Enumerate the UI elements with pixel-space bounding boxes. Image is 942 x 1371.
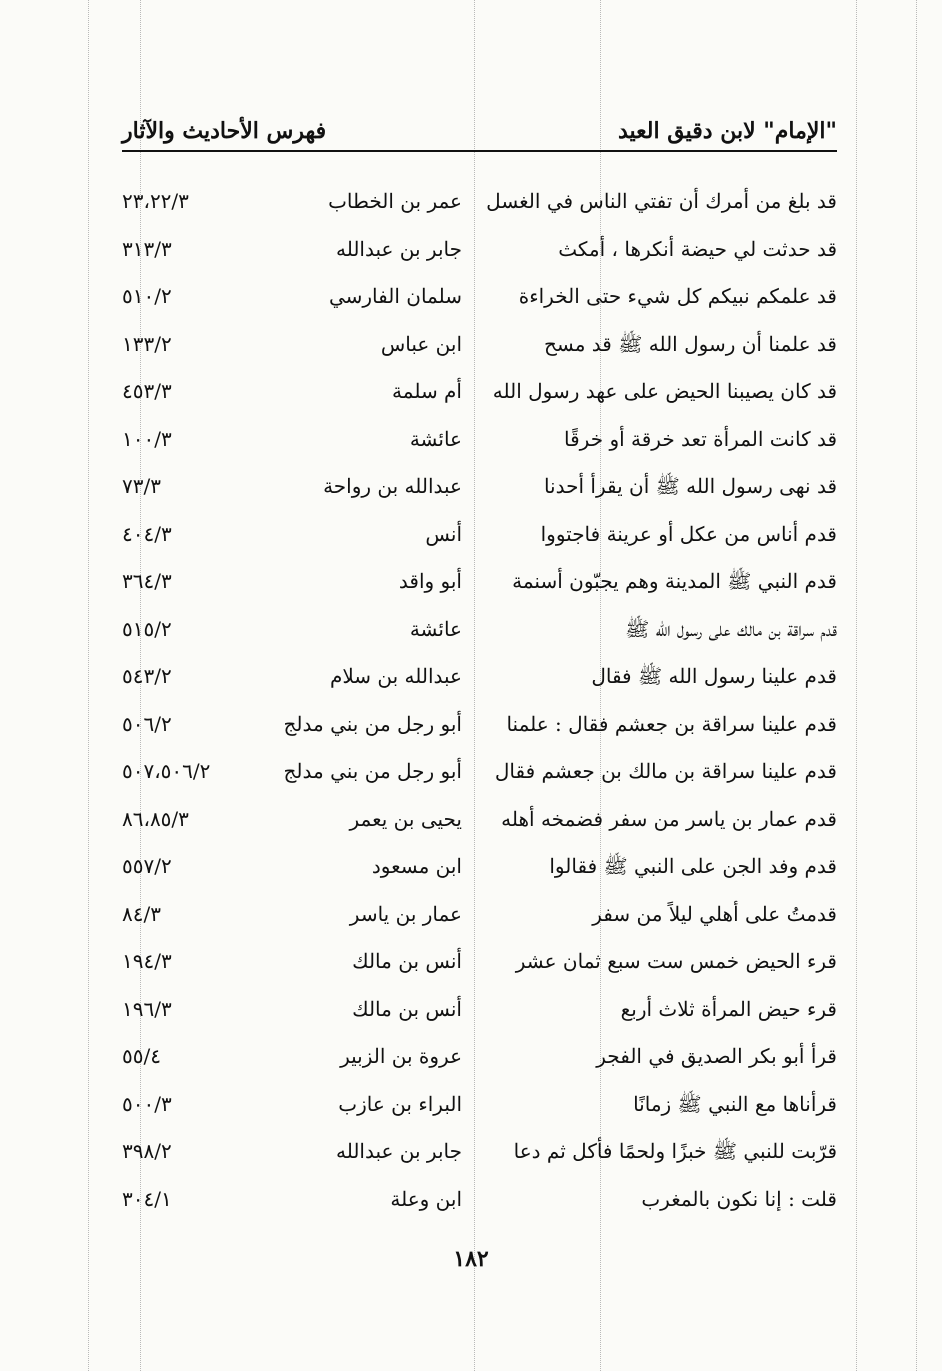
narrator: أنس بن مالك [352, 949, 462, 973]
index-row [122, 232, 837, 280]
scan-guide-line [916, 0, 917, 1371]
hadith-text: قد علمكم نبيكم كل شيء حتى الخراءة [518, 284, 837, 308]
volume-page-ref: ٥١٥/٢ [122, 616, 172, 641]
narrator: عائشة [409, 426, 462, 451]
index-row [122, 374, 837, 422]
narrator: ابن وعلة [390, 1186, 462, 1211]
narrator: أنس بن مالك [352, 996, 462, 1021]
index-row [122, 754, 837, 802]
index-row [122, 802, 837, 850]
index-row [122, 992, 837, 1040]
narrator: عبدالله بن رواحة [323, 474, 462, 498]
hadith-text: قدم علينا سراقة بن مالك بن جعشم فقال [494, 759, 837, 783]
scan-guide-line [856, 0, 857, 1371]
narrator: عبدالله بن سلام [329, 664, 462, 688]
narrator: جابر بن عبدالله [335, 236, 462, 261]
volume-page-ref: ٥٤٣/٢ [122, 664, 172, 688]
hadith-text: قدم علينا رسول الله ﷺ فقال [591, 664, 837, 688]
index-row [122, 944, 837, 992]
narrator: جابر بن عبدالله [335, 1139, 462, 1163]
book-title: "الإمام" لابن دقيق العيد [617, 118, 837, 144]
hadith-text: قرء الحيض خمس ست سبع ثمان عشر [515, 949, 837, 973]
index-table [122, 184, 837, 1229]
narrator: أم سلمة [392, 379, 462, 403]
hadith-text: قدمتُ على أهلي ليلاً من سفر [592, 901, 837, 926]
volume-page-ref: ٥١٠/٢ [122, 284, 172, 308]
narrator: سلمان الفارسي [328, 284, 462, 308]
index-row [122, 469, 837, 517]
index-row [122, 897, 837, 945]
volume-page-ref: ٣٩٨/٢ [122, 1139, 172, 1163]
hadith-text: قد بلغ من أمرك أن تفتي الناس في الغسل [486, 189, 837, 213]
volume-page-ref: ١٩٤/٣ [122, 949, 172, 973]
index-row [122, 659, 837, 707]
volume-page-ref: ٣٠٤/١ [122, 1186, 172, 1211]
narrator: يحيى بن يعمر [349, 806, 462, 831]
index-row [122, 564, 837, 612]
hadith-text: قدم عمار بن ياسر من سفر فضمخه أهله [501, 806, 837, 831]
volume-page-ref: ٥٠٠/٣ [122, 1091, 172, 1116]
hadith-text: قدم علينا سراقة بن جعشم فقال : علمنا [506, 711, 837, 736]
hadith-text: قلت : إنا نكون بالمغرب [641, 1186, 837, 1211]
hadith-text: قرّبت للنبي ﷺ خبزًا ولحمًا فأكل ثم دعا [513, 1139, 837, 1163]
index-row [122, 707, 837, 755]
volume-page-ref: ٣١٣/٣ [122, 236, 172, 261]
index-row [122, 184, 837, 232]
volume-page-ref: ٨٤/٣ [122, 901, 161, 926]
narrator: ابن عباس [380, 331, 462, 356]
narrator: أبو رجل من بني مدلج [283, 759, 462, 783]
volume-page-ref: ٥٥٧/٢ [122, 854, 172, 878]
hadith-text: قدم وفد الجن على النبي ﷺ فقالوا [549, 854, 837, 878]
narrator: عروة بن الزبير [340, 1044, 462, 1068]
hadith-text: قد نهى رسول الله ﷺ أن يقرأ أحدنا [543, 474, 837, 498]
narrator: أبو واقد [398, 569, 462, 593]
page-number: ١٨٢ [453, 1246, 489, 1272]
volume-page-ref: ٥٥/٤ [122, 1044, 161, 1068]
hadith-text: قدم أناس من عكل أو عرينة فاجتووا [540, 521, 837, 546]
index-row [122, 517, 837, 565]
hadith-text: قدم النبي ﷺ المدينة وهم يجبّون أسنمة [512, 569, 837, 593]
narrator: أبو رجل من بني مدلج [283, 711, 462, 736]
index-row [122, 1039, 837, 1087]
narrator: أنس [425, 521, 462, 546]
index-row [122, 612, 837, 660]
volume-page-ref: ١٣٣/٢ [122, 331, 172, 356]
index-row [122, 327, 837, 375]
narrator: البراء بن عازب [338, 1091, 462, 1116]
hadith-text: قد كان يصيبنا الحيض على عهد رسول الله [492, 379, 837, 403]
scan-guide-line [88, 0, 89, 1371]
narrator: عمار بن ياسر [349, 901, 462, 926]
volume-page-ref: ١٠٠/٣ [122, 426, 172, 451]
hadith-text: قرأناها مع النبي ﷺ زمانًا [633, 1091, 837, 1116]
hadith-text: قد كانت المرأة تعد خرقة أو خرقًا [564, 426, 837, 451]
hadith-text: قرء حيض المرأة ثلاث أربع [620, 996, 837, 1021]
index-row [122, 1087, 837, 1135]
index-row [122, 849, 837, 897]
narrator: ابن مسعود [371, 854, 462, 878]
volume-page-ref: ٥٠٧،٥٠٦/٢ [122, 759, 211, 783]
volume-page-ref: ٤٠٤/٣ [122, 521, 172, 546]
hadith-text: قرأ أبو بكر الصديق في الفجر [596, 1044, 837, 1068]
volume-page-ref: ٢٣،٢٢/٣ [122, 189, 189, 213]
header-rule [122, 150, 837, 152]
page-header [122, 112, 837, 152]
hadith-text: قدم سراقة بن مالك على رسول الله ﷺ [625, 616, 837, 641]
volume-page-ref: ٤٥٣/٣ [122, 379, 172, 403]
narrator: عمر بن الخطاب [328, 189, 462, 213]
index-row [122, 422, 837, 470]
volume-page-ref: ٥٠٦/٢ [122, 711, 172, 736]
index-row [122, 279, 837, 327]
volume-page-ref: ٧٣/٣ [122, 474, 161, 498]
hadith-text: قد علمنا أن رسول الله ﷺ قد مسح [543, 331, 837, 356]
index-row [122, 1182, 837, 1230]
hadith-text: قد حدثت لي حيضة أنكرها ، أمكث [558, 236, 837, 261]
volume-page-ref: ٨٦،٨٥/٣ [122, 806, 189, 831]
index-row [122, 1134, 837, 1182]
narrator: عائشة [409, 616, 462, 641]
section-title: فهرس الأحاديث والآثار [122, 118, 327, 144]
volume-page-ref: ١٩٦/٣ [122, 996, 172, 1021]
volume-page-ref: ٣٦٤/٣ [122, 569, 172, 593]
